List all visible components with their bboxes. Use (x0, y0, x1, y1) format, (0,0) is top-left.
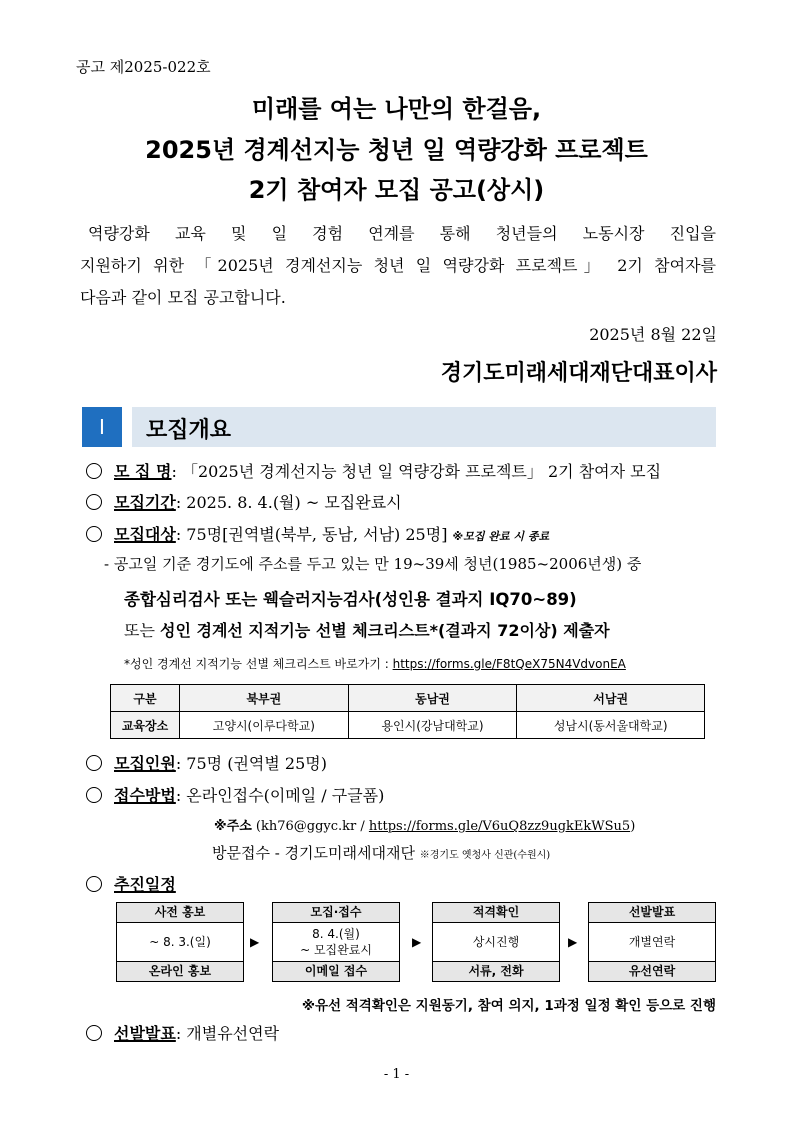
schedule-step-2 (272, 902, 400, 982)
visit-apply-text: 방문접수 - 경기도미래세대재단 (212, 844, 415, 862)
section-title: 모집개요 (146, 418, 232, 443)
arrow-right-icon: ▶ (250, 935, 260, 949)
item-recruit-target (86, 522, 549, 545)
item-value: : 2025. 8. 4.(월) ~ 모집완료시 (175, 493, 402, 512)
section-header-gap (122, 407, 132, 447)
schedule-step-foot: 유선연락 (589, 961, 715, 981)
table-row-label: 교육장소 (111, 712, 180, 739)
page-number: - 1 - (383, 1067, 410, 1082)
apply-address-label: ※주소 (214, 819, 252, 834)
table-header: 동남권 (348, 685, 517, 712)
schedule-step-foot: 이메일 접수 (273, 961, 399, 981)
location-table (110, 684, 705, 739)
section-number: Ⅰ (82, 407, 122, 447)
item-label: 추진일정 (114, 875, 176, 894)
circle-bullet-icon (86, 463, 102, 479)
schedule-step-4 (588, 902, 716, 982)
circle-bullet-icon (86, 787, 102, 803)
intro-line-1: 역량강화 교육 및 일 경험 연계를 통해 청년들의 노동시장 진입을 (88, 224, 716, 243)
schedule-step-body (433, 923, 559, 961)
table-cell: 성남시(동서울대학교) (517, 712, 705, 739)
schedule-step-head: 모집·접수 (273, 903, 399, 923)
target-detail-line-3 (124, 618, 610, 641)
visit-apply-note: ※경기도 옛청사 신관(수원시) (419, 850, 551, 861)
schedule-step-3 (432, 902, 560, 982)
item-value: : 개별유선연락 (175, 1024, 280, 1043)
item-label: 모 집 명 (114, 462, 172, 481)
table-header: 서남권 (517, 685, 705, 712)
apply-address-close: ) (630, 819, 636, 834)
checklist-link-label: *성인 경계선 지적기능 선별 체크리스트 바로가기 : (124, 657, 393, 671)
schedule-step-body-text: 상시진행 (472, 935, 520, 949)
item-label: 모집기간 (114, 493, 176, 512)
table-header: 구분 (111, 685, 180, 712)
item-label: 모집인원 (114, 754, 176, 773)
target-detail-line-1: - 공고일 기준 경기도에 주소를 두고 있는 만 19~39세 청년(1985~2006년생) 중 (104, 555, 642, 573)
table-row (111, 712, 705, 739)
visit-apply (212, 842, 550, 863)
target-detail-bold: 성인 경계선 지적기능 선별 체크리스트*(결과지 72이상) 제출자 (160, 621, 610, 640)
schedule-step-body-text: 개별연락 (628, 935, 676, 949)
checklist-link[interactable]: https://forms.gle/F8tQeX75N4VdvonEA (392, 657, 626, 671)
item-label: 선발발표 (114, 1024, 176, 1043)
apply-form-link[interactable]: https://forms.gle/V6uQ8zz9ugkEkWSu5 (368, 819, 631, 834)
intro-line-3: 다음과 같이 모집 공고합니다. (80, 288, 286, 307)
schedule-step-foot: 서류, 전화 (433, 961, 559, 981)
intro-line-2: 지원하기 위한 「2025년 경계선지능 청년 일 역량강화 프로젝트」 2기 참여자를 (80, 256, 716, 275)
title-line-3: 2기 참여자 모집 공고(상시) (248, 176, 545, 204)
notice-number: 공고 제2025-022호 (76, 58, 211, 76)
item-label: 모집대상 (114, 525, 176, 544)
target-note: ※모집 완료 시 종료 (452, 530, 550, 543)
schedule-step-foot: 온라인 홍보 (117, 961, 243, 981)
title-line-1: 미래를 여는 나만의 한걸음, (251, 95, 542, 123)
apply-email: (kh76@ggyc.kr / (251, 819, 369, 834)
circle-bullet-icon (86, 755, 102, 771)
item-schedule (86, 872, 176, 895)
schedule-step-body (117, 923, 243, 961)
item-value: : 「2025년 경계선지능 청년 일 역량강화 프로젝트」 2기 참여자 모집 (171, 462, 662, 481)
intro-paragraph (80, 218, 716, 314)
schedule-step-head: 선발발표 (589, 903, 715, 923)
table-header: 북부권 (180, 685, 349, 712)
schedule-step-head: 적격확인 (433, 903, 559, 923)
title-line-2: 2025년 경계선지능 청년 일 역량강화 프로젝트 (145, 136, 648, 164)
table-cell: 용인시(강남대학교) (348, 712, 517, 739)
item-value: : 75명[권역별(북부, 동남, 서남) 25명] (175, 525, 448, 544)
item-apply-method (86, 783, 384, 806)
schedule-step-head: 사전 홍보 (117, 903, 243, 923)
schedule-note: ※유선 적격확인은 지원동기, 참여 의지, 1과정 일정 확인 등으로 진행 (301, 998, 716, 1014)
table-cell: 고양시(이루다학교) (180, 712, 349, 739)
schedule-step-body-text-2: ~ 모집완료시 (300, 943, 372, 957)
schedule-step-1 (116, 902, 244, 982)
target-detail-prefix: 또는 (124, 621, 160, 640)
arrow-right-icon: ▶ (412, 935, 422, 949)
circle-bullet-icon (86, 526, 102, 542)
table-header-row (111, 685, 705, 712)
target-detail-line-2: 종합심리검사 또는 웩슬러지능검사(성인용 결과지 IQ70~89) (124, 590, 577, 609)
item-recruit-period (86, 490, 402, 513)
item-recruit-count (86, 751, 327, 774)
schedule-step-body-text: ~ 8. 3.(일) (149, 935, 211, 949)
issuer-name: 경기도미래세대재단대표이사 (440, 361, 717, 386)
item-value: : 75명 (권역별 25명) (175, 754, 327, 773)
schedule-step-body-text: 8. 4.(월) (312, 927, 360, 941)
schedule-step-body (273, 923, 399, 961)
schedule-step-body (589, 923, 715, 961)
circle-bullet-icon (86, 1025, 102, 1041)
item-selection (86, 1021, 279, 1044)
apply-address (214, 815, 635, 834)
circle-bullet-icon (86, 876, 102, 892)
item-label: 접수방법 (114, 786, 176, 805)
circle-bullet-icon (86, 494, 102, 510)
notice-date: 2025년 8월 22일 (589, 325, 717, 344)
item-value: : 온라인접수(이메일 / 구글폼) (175, 786, 385, 805)
item-recruit-name (86, 459, 661, 482)
checklist-link-note (124, 655, 626, 672)
arrow-right-icon: ▶ (568, 935, 578, 949)
